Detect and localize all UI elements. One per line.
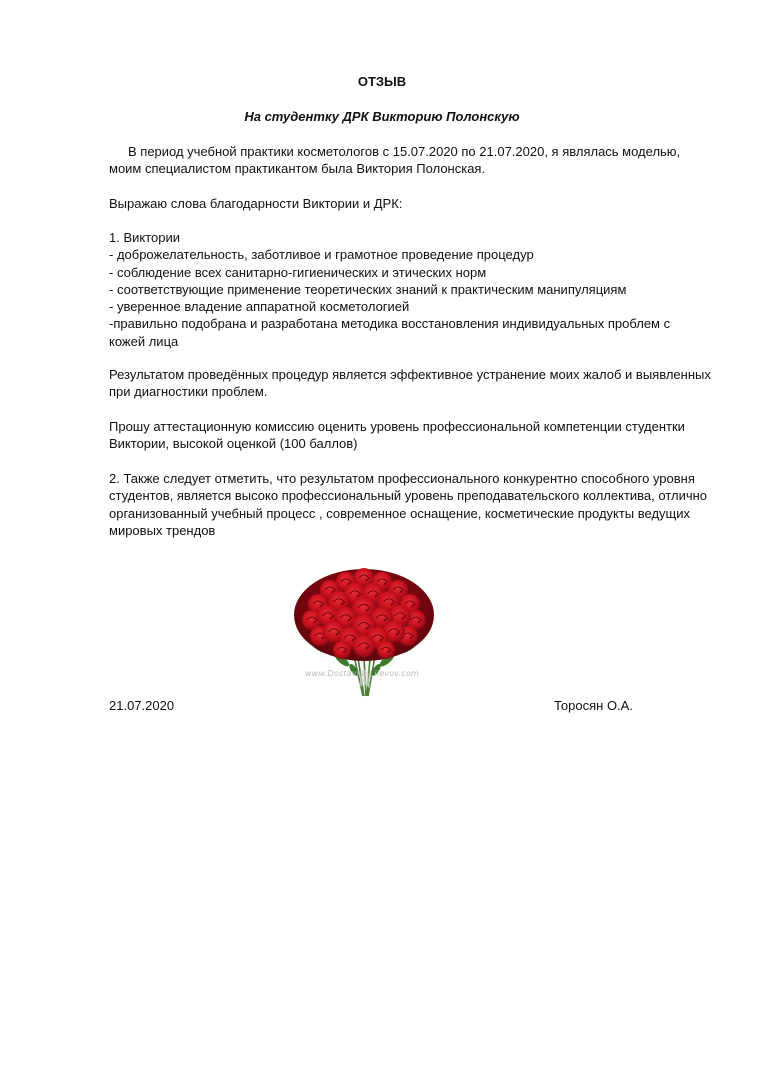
request-paragraph <box>109 418 719 453</box>
result-paragraph <box>109 366 719 401</box>
qualities-list <box>109 229 719 350</box>
request-line: Прошу аттестационную комиссию оценить уровень профессиональной компетенции студентки <box>109 419 685 434</box>
rose-head <box>333 641 351 659</box>
document-title: ОТЗЫВ <box>357 74 407 89</box>
intro-line: В период учебной практики косметологов с 15.07.2020 по 21.07.2020, я являлась моделью, <box>128 144 681 159</box>
result-line: Результатом проведённых процедур является эффективное устранение моих жалоб и выявленных <box>109 367 711 382</box>
signature-name: Торосян О.А. <box>554 698 633 713</box>
list-item: - соблюдение всех санитарно-гигиенических и этических норм <box>109 264 487 280</box>
rose-head <box>377 641 395 659</box>
intro-paragraph <box>109 143 719 178</box>
result-line: при диагностики проблем. <box>109 384 268 400</box>
gratitude-line: Выражаю слова благодарности Виктории и ДРК: <box>109 196 403 211</box>
list-item: - уверенное владение аппаратной косметологией <box>109 299 410 315</box>
gratitude-paragraph <box>109 195 719 212</box>
list-item: 1. Виктории <box>109 230 181 245</box>
note-line: организованный учебный процесс , современное оснащение, косметические продукты ведущих <box>109 505 691 521</box>
list-item: - доброжелательность, заботливое и грамотное проведение процедур <box>109 247 534 263</box>
document-subtitle: На студентку ДРК Викторию Полонскую <box>244 109 520 124</box>
list-item: -правильно подобрана и разработана методика восстановления индивидуальных проблем с <box>109 316 671 332</box>
list-item: кожей лица <box>109 333 179 349</box>
image-watermark: www.Dostavka-Lilevov.com <box>305 669 420 678</box>
document-date: 21.07.2020 <box>109 698 175 713</box>
list-item: - соответствующие применение теоретических знаний к практическим манипуляциям <box>109 281 627 297</box>
note-line: студентов, является высоко профессиональный уровень преподавательского коллектива, отлично <box>109 488 708 504</box>
rose-head <box>353 635 375 657</box>
intro-line: моим специалистом практикантом была Виктория Полонская. <box>109 161 486 177</box>
note-line: 2. Также следует отметить, что результатом профессионального конкурентно способного уровня <box>109 471 695 486</box>
note-paragraph <box>109 470 719 539</box>
request-line: Виктории, высокой оценкой (100 баллов) <box>109 436 358 452</box>
note-line: мировых трендов <box>109 522 216 538</box>
